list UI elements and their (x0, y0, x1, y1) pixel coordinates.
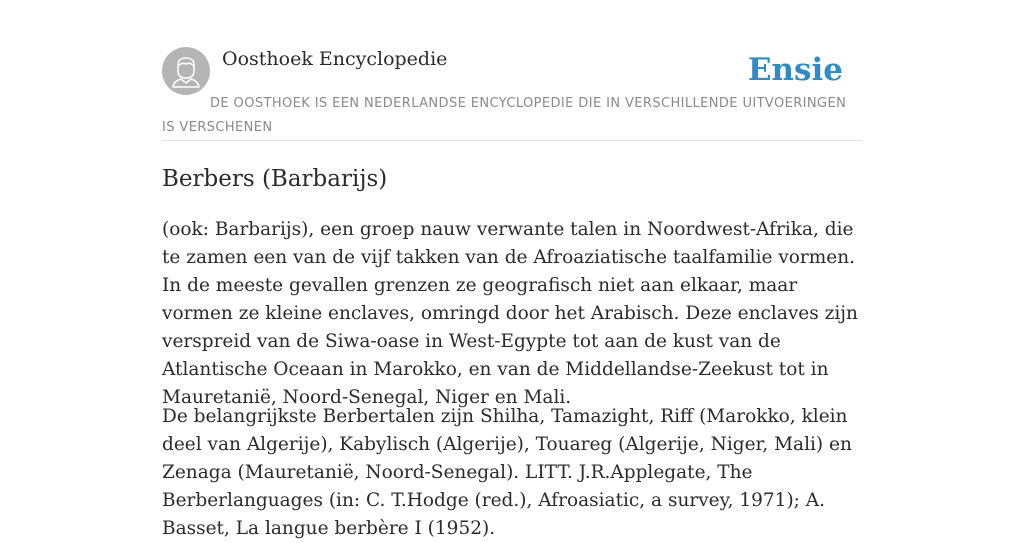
article-paragraph: De belangrijkste Berbertalen zijn Shilha, Tamazight, Riff (Marokko, klein deel van Algerije), Kabylisch (Algerije), Touareg (Algerije, Niger, Mali) en Zenaga (Mauretanië, Noord-Senegal). LITT. J.R.Applegate, The Berberlanguages (in: C. T.Hodge (red.), Afroasiatic, a survey, 1971); A. Basset, La langue berbère I (1952). (162, 406, 852, 539)
user-icon (162, 47, 210, 95)
site-header (162, 46, 862, 141)
avatar[interactable] (162, 47, 210, 95)
site-name[interactable]: Oosthoek Encyclopedie (222, 48, 448, 70)
page-title: Berbers (Barbarijs) (162, 166, 388, 192)
brand-logo[interactable]: Ensie (747, 52, 843, 88)
site-tagline: DE OOSTHOEK IS EEN NEDERLANDSE ENCYCLOPEDIE DIE IN VERSCHILLENDE UITVOERINGEN IS VERSCHENEN (162, 96, 847, 135)
article-paragraph: (ook: Barbarijs), een groep nauw verwante talen in Noordwest-Afrika, die te zamen een van de vijf takken van de Afroaziatische taalfamilie vormen. In de meeste gevallen grenzen ze geografisch niet aan elkaar, maar vormen ze kleine enclaves, omringd door het Arabisch. Deze enclaves zijn verspreid van de Siwa-oase in West-Egypte tot aan de kust van de Atlantische Oceaan in Marokko, en van de Middellandse-Zeekust tot in Mauretanië, Noord-Senegal, Niger en Mali. (162, 219, 858, 408)
